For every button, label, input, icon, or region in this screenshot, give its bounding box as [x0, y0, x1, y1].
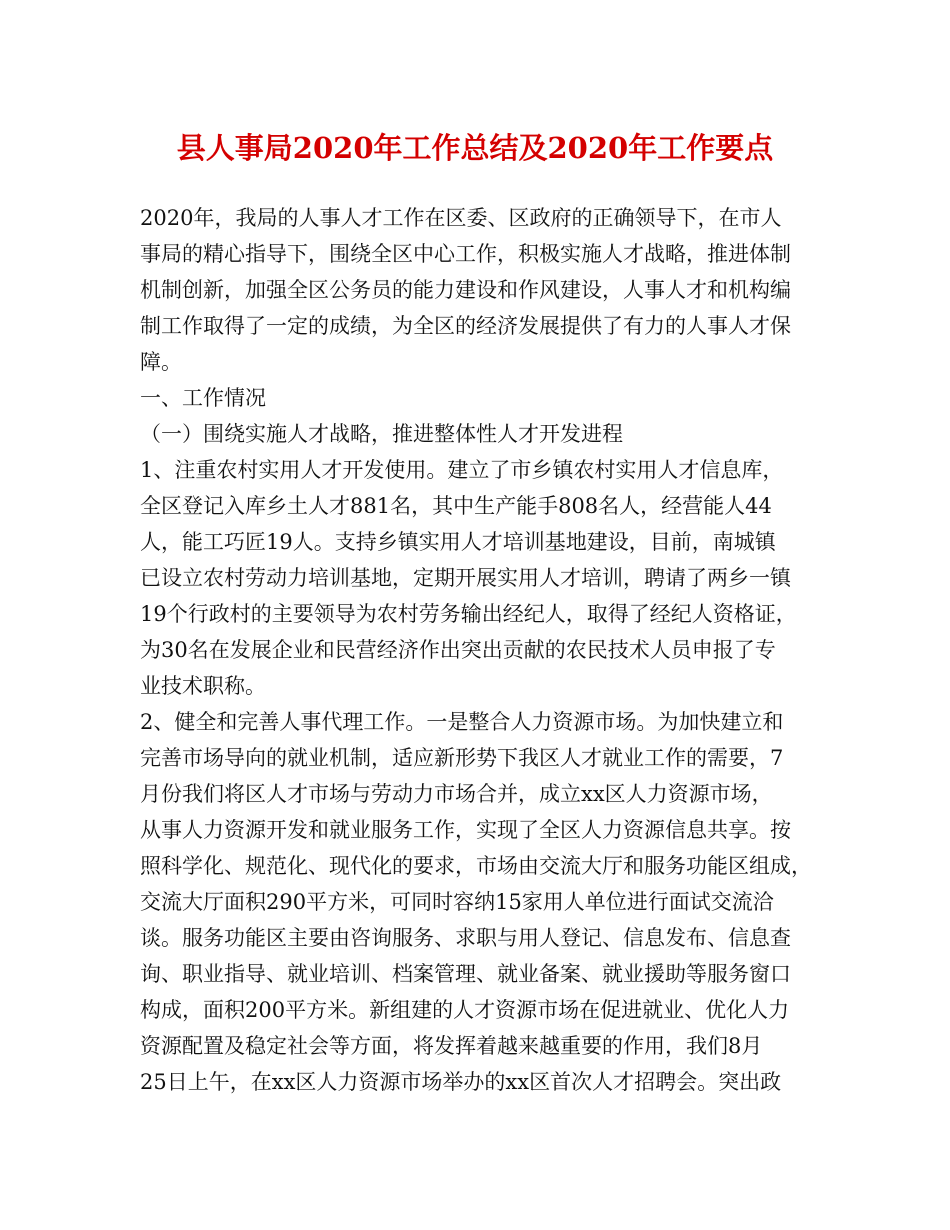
body-line: 2020年，我局的人事人才工作在区委、区政府的正确领导下，在市人 [140, 206, 782, 230]
body-line: 人，能工巧匠19人。支持乡镇实用人才培训基地建设，目前，南城镇 [140, 530, 776, 554]
body-line: 照科学化、规范化、现代化的要求，市场由交流大厅和服务功能区组成， [140, 854, 812, 878]
body-line: 业技术职称。 [140, 674, 266, 698]
body-line: 构成，面积200平方米。新组建的人才资源市场在促进就业、优化人力 [140, 998, 790, 1022]
body-line: 事局的精心指导下，围绕全区中心工作，积极实施人才战略，推进体制 [140, 242, 791, 266]
body-line: 障。 [140, 350, 182, 374]
body-line: 资源配置及稳定社会等方面，将发挥着越来越重要的作用，我们8月 [140, 1034, 763, 1058]
body-line: 机制创新，加强全区公务员的能力建设和作风建设，人事人才和机构编 [140, 278, 791, 302]
body-line: 一、工作情况 [140, 386, 266, 410]
body-line: 从事人力资源开发和就业服务工作，实现了全区人力资源信息共享。按 [140, 818, 791, 842]
body-line: 制工作取得了一定的成绩，为全区的经济发展提供了有力的人事人才保 [140, 314, 791, 338]
body-line: 交流大厅面积290平方米，可同时容纳15家用人单位进行面试交流洽 [140, 890, 774, 914]
body-line: 已设立农村劳动力培训基地，定期开展实用人才培训，聘请了两乡一镇 [140, 566, 791, 590]
body-line: 完善市场导向的就业机制，适应新形势下我区人才就业工作的需要，7 [140, 746, 784, 770]
body-line: 月份我们将区人才市场与劳动力市场合并，成立xx区人力资源市场， [140, 782, 773, 806]
body-line: 19个行政村的主要领导为农村劳务输出经纪人，取得了经纪人资格证， [140, 602, 797, 626]
body-line: 25日上午，在xx区人力资源市场举办的xx区首次人才招聘会。突出政 [140, 1070, 782, 1094]
body-line: 谈。服务功能区主要由咨询服务、求职与用人登记、信息发布、信息查 [140, 926, 791, 950]
body-line: 全区登记入库乡土人才881名，其中生产能手808名人，经营能人44 [140, 494, 772, 518]
body-line: （一）围绕实施人才战略，推进整体性人才开发进程 [140, 422, 623, 446]
document-title: 县人事局2020年工作总结及2020年工作要点 [176, 131, 774, 165]
body-line: 1、注重农村实用人才开发使用。建立了市乡镇农村实用人才信息库， [140, 458, 784, 482]
body-line: 为30名在发展企业和民营经济作出突出贡献的农民技术人员申报了专 [140, 638, 776, 662]
body-line: 询、职业指导、就业培训、档案管理、就业备案、就业援助等服务窗口 [140, 962, 791, 986]
body-line: 2、健全和完善人事代理工作。一是整合人力资源市场。为加快建立和 [140, 710, 784, 734]
document-body [140, 200, 820, 1100]
